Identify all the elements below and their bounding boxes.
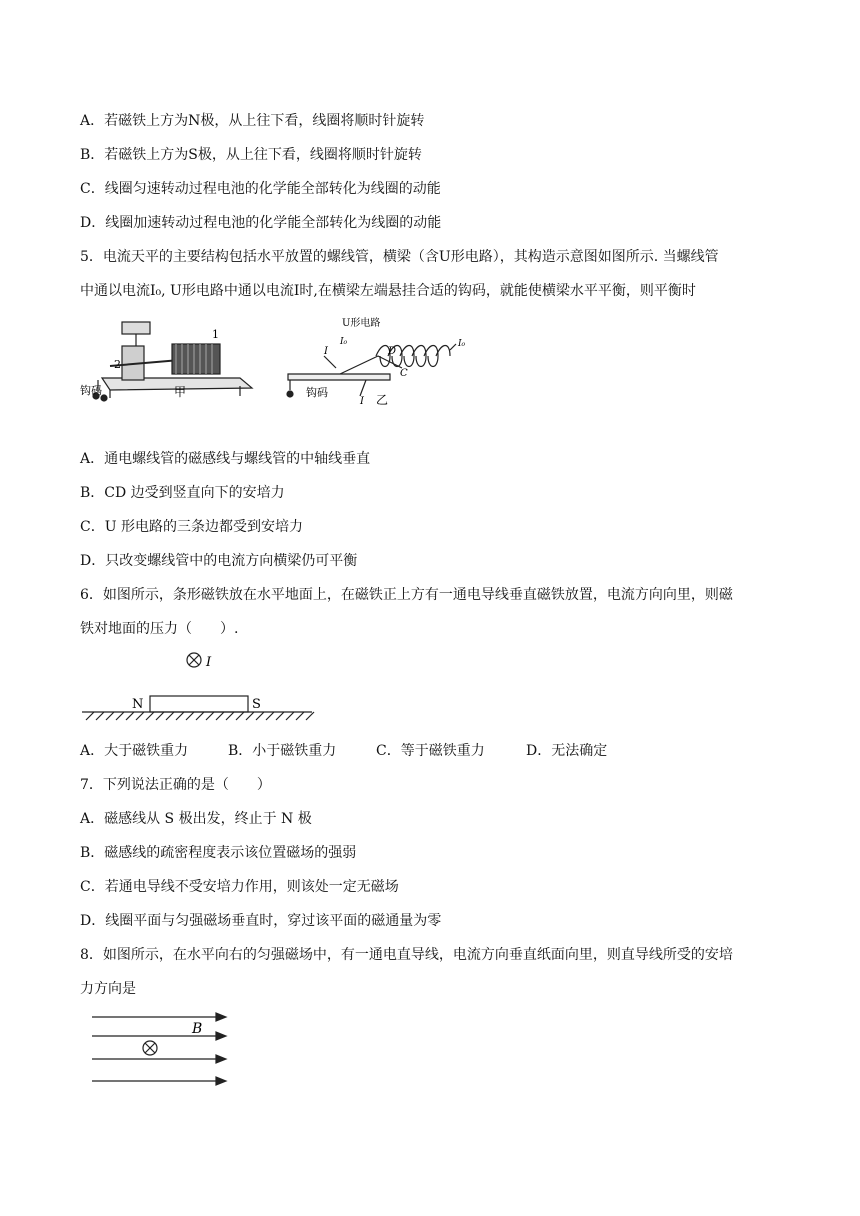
q5-figure-schematic-u-label: U形电路 bbox=[342, 318, 381, 329]
q6-stem-line2: 铁对地面的压力（ ）. bbox=[80, 621, 239, 637]
q5-figure-schematic bbox=[280, 316, 470, 406]
q5-option-c: C．U 形电路的三条边都受到安培力 bbox=[80, 519, 303, 535]
q4-option-a: A．若磁铁上方为N极，从上往下看，线圈将顺时针旋转 bbox=[80, 113, 425, 129]
q6-options-row bbox=[80, 741, 607, 761]
q5-figure-apparatus-caption: 甲 bbox=[174, 385, 187, 399]
q5-figure-apparatus-num1: 1 bbox=[212, 328, 219, 341]
q8-figure-b-label: B bbox=[192, 1021, 203, 1037]
q5-option-b: B．CD 边受到竖直向下的安培力 bbox=[80, 485, 285, 501]
q5-figure-schematic-hook-label: 钩码 bbox=[306, 386, 328, 399]
q8-figure-field bbox=[90, 1012, 240, 1092]
q5-figure-apparatus bbox=[80, 316, 260, 406]
q5-figure-apparatus-hook-label: 钩码 bbox=[80, 384, 102, 397]
q6-option-a: A．大于磁铁重力 bbox=[80, 743, 189, 759]
q7-stem: 7．下列说法正确的是（ ） bbox=[80, 777, 271, 793]
q6-figure-i-label: I bbox=[206, 655, 212, 670]
q8-stem-line2: 力方向是 bbox=[80, 981, 136, 997]
q7-option-b: B．磁感线的疏密程度表示该位置磁场的强弱 bbox=[80, 845, 357, 861]
q6-figure-magnet bbox=[80, 650, 320, 720]
q5-figure-schematic-caption: 乙 bbox=[376, 393, 389, 407]
q4-option-d: D．线圈加速转动过程电池的化学能全部转化为线圈的动能 bbox=[80, 215, 442, 231]
q5-stem-line1: 5．电流天平的主要结构包括水平放置的螺线管，横梁（含U形电路），其构造示意图如图所示. 当螺线管 bbox=[80, 249, 719, 265]
q7-option-c: C．若通电导线不受安培力作用，则该处一定无磁场 bbox=[80, 879, 399, 895]
q4-option-c: C．线圈匀速转动过程电池的化学能全部转化为线圈的动能 bbox=[80, 181, 441, 197]
q5-option-d: D．只改变螺线管中的电流方向横梁仍可平衡 bbox=[80, 553, 358, 569]
q6-stem-line1: 6．如图所示，条形磁铁放在水平地面上，在磁铁正上方有一通电导线垂直磁铁放置，电流方向向里，则磁 bbox=[80, 587, 733, 603]
q6-option-b: B．小于磁铁重力 bbox=[228, 743, 337, 759]
q6-figure-s-label: S bbox=[252, 697, 261, 712]
q8-stem-line1: 8．如图所示，在水平向右的匀强磁场中，有一通电直导线，电流方向垂直纸面向里，则直导线所受的安培 bbox=[80, 947, 733, 963]
q5-figure-schematic-i0-right-label: I₀ bbox=[458, 339, 466, 349]
q6-option-d: D．无法确定 bbox=[526, 743, 608, 759]
q5-figure-schematic-c-label: C bbox=[400, 368, 408, 379]
q5-option-a: A．通电螺线管的磁感线与螺线管的中轴线垂直 bbox=[80, 451, 371, 467]
q6-figure-n-label: N bbox=[132, 697, 144, 712]
q7-option-d: D．线圈平面与匀强磁场垂直时，穿过该平面的磁通量为零 bbox=[80, 913, 442, 929]
q4-option-b: B．若磁铁上方为S极，从上往下看，线圈将顺时针旋转 bbox=[80, 147, 422, 163]
q5-figure-schematic-i0-label: I₀ bbox=[340, 337, 348, 347]
q5-figure-apparatus-num2: 2 bbox=[114, 358, 121, 371]
q6-option-c: C．等于磁铁重力 bbox=[376, 743, 485, 759]
q5-figure-schematic-d-label: D bbox=[388, 346, 397, 357]
q7-option-a: A．磁感线从 S 极出发，终止于 N 极 bbox=[80, 811, 312, 827]
q5-figure-schematic-i-bottom-label: I bbox=[360, 396, 364, 407]
q5-stem-line2: 中通以电流I₀, U形电路中通以电流I时,在横梁左端悬挂合适的钩码，就能使横梁水平平衡，则平衡时 bbox=[80, 283, 696, 299]
q5-figure-schematic-i-label: I bbox=[324, 346, 328, 357]
